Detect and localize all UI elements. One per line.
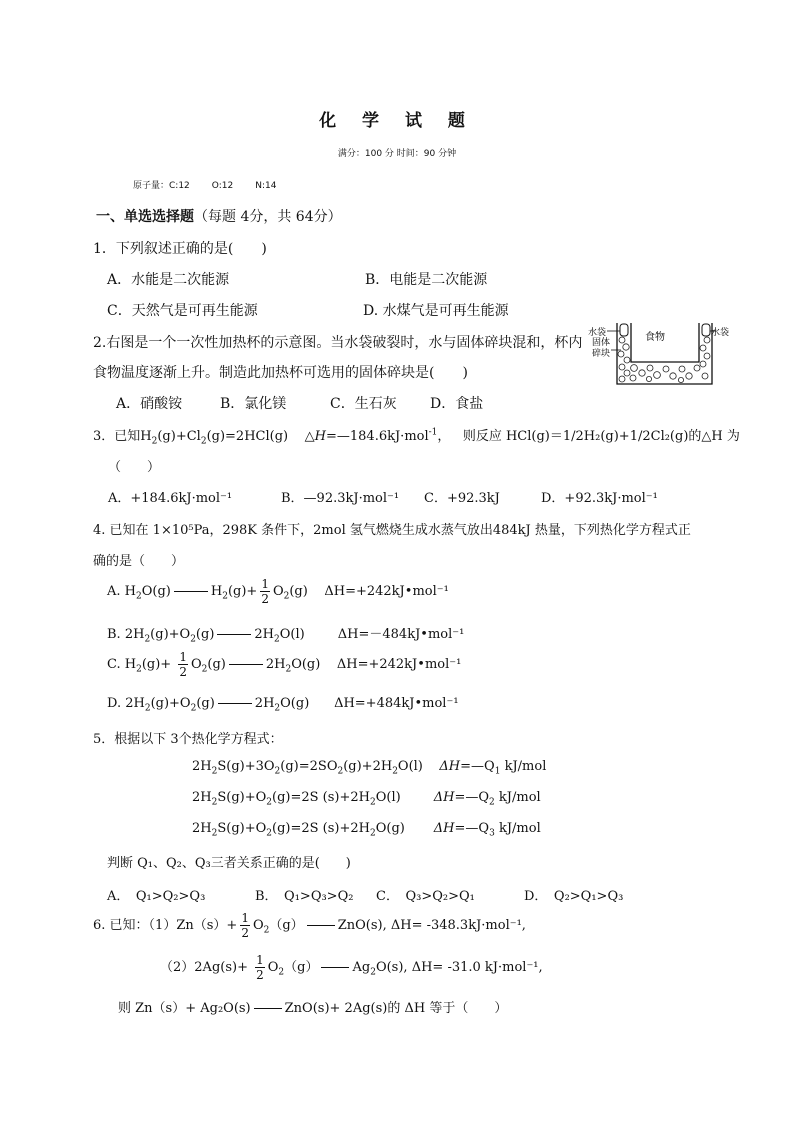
q2-option-b: B．氯化镁 xyxy=(220,396,287,412)
figure-label-left-bag: 水袋 xyxy=(588,328,607,338)
q3-option-a: A．+184.6kJ·mol⁻¹ xyxy=(108,491,233,506)
q6-r1-dh: ΔH= -348.3kJ·mol⁻¹, xyxy=(390,918,526,933)
atomic-mass-label: 原子量： xyxy=(133,181,170,191)
q4-option-a-dh: ΔH=+242kJ•mol⁻¹ xyxy=(324,584,449,599)
q5-option-b: B． Q₁>Q₃>Q₂ xyxy=(255,889,354,904)
section-title: 一、单选选择题 xyxy=(96,209,194,225)
q5-option-c: C． Q₃>Q₂>Q₁ xyxy=(376,889,475,904)
q4-option-a-label: A. xyxy=(107,584,121,599)
q3-bracket: （ ） xyxy=(108,460,161,475)
q3-option-d: D．+92.3kJ·mol⁻¹ xyxy=(541,491,658,506)
q5-option-d: D． Q₂>Q₁>Q₃ xyxy=(524,889,624,904)
q4-option-b: B. $2H_2(g)+O_2(g)$ $2H_2O(l)$ ΔH=－484kJ•mol⁻¹ xyxy=(107,627,465,645)
q4-option-d-label: D. xyxy=(107,696,122,711)
atomic-mass-c: C:12 xyxy=(169,181,190,191)
q5-eq1: $2H_2S(g)+3O_2(g)=2SO_2(g)+2H_2O(l)$ $\Delta H=—Q_1$ kJ/mol xyxy=(192,759,547,777)
q5-eq3: $2H_2S(g)+O_2(g)=2S$ $(s)+2H_2O(g)$ $\Delta H=—Q_3$ kJ/mol xyxy=(192,821,541,839)
q6-ask-post: ZnO(s)+ 2Ag(s)的 ΔH 等于（ ） xyxy=(284,1001,508,1016)
figure-label-food: 食物 xyxy=(645,332,665,343)
page-title: 化 学 试 题 xyxy=(319,111,475,131)
q4-option-c: C. $H_2(g)+$ $\frac{1}{2}$ $O_2(g)$ $2H_2O(g)$ ΔH=+242kJ•mol⁻¹ xyxy=(107,650,462,679)
q4-option-b-dh: ΔH=－484kJ•mol⁻¹ xyxy=(337,627,465,642)
q6-reaction-1: 6. 已知：（1）Zn（s）+ $\frac{1}{2}$ $O_2(g)$ ZnO(s), ΔH= -348.3kJ·mol⁻¹, xyxy=(93,911,526,940)
q4-option-d: D. $2H_2(g)+O_2(g)$ $2H_2O(g)$ ΔH=+484kJ•mol⁻¹ xyxy=(107,696,459,714)
atomic-mass-o: O:12 xyxy=(211,181,234,191)
exam-info: 满分：100 分 时间：90 分钟 xyxy=(337,149,457,159)
q2-stem-line1: 2.右图是一个一次性加热杯的示意图。当水袋破裂时，水与固体碎块混和，杯内 xyxy=(93,335,583,351)
atomic-masses xyxy=(133,178,298,191)
atomic-mass-n: N:14 xyxy=(255,181,277,191)
figure-label-right-bag: 水袋 xyxy=(711,328,730,338)
q3-option-c: C．+92.3kJ xyxy=(424,491,500,506)
q4-option-d-dh: ΔH=+484kJ•mol⁻¹ xyxy=(334,696,459,711)
q5-judge: 判断 Q₁、Q₂、Q₃三者关系正确的是( ) xyxy=(107,856,351,871)
figure-label-solid: 固体 xyxy=(592,338,611,348)
q2-option-d: D．食盐 xyxy=(430,396,484,412)
q1-stem: 1．下列叙述正确的是( ) xyxy=(93,241,267,257)
heating-cup-figure xyxy=(587,318,730,388)
q6-stem: 6. 已知： xyxy=(93,918,149,933)
q6-r2-dh: ΔH= -31.0 kJ·mol⁻¹, xyxy=(411,960,543,975)
q4-option-c-label: C. xyxy=(107,657,121,672)
q1-option-c: C．天然气是可再生能源 xyxy=(107,303,258,319)
figure-label-rubble: 碎块 xyxy=(592,349,611,359)
q3-option-b: B．—92.3kJ·mol⁻¹ xyxy=(281,491,400,506)
q3-stem: 3．已知$H_2(g)+Cl_2(g)=2HCl(g)$ △H=—184.6kJ·mol$^{-1}$， 则反应 HCl(g)＝1/2H₂(g)+1/2Cl₂(g)的△H 为 xyxy=(93,427,740,447)
q5-option-a: A． Q₁>Q₂>Q₃ xyxy=(107,889,206,904)
q1-option-d: D. 水煤气是可再生能源 xyxy=(363,303,509,319)
q4-stem-line2: 确的是（ ） xyxy=(93,554,185,569)
q5-stem: 5．根据以下 3个热化学方程式： xyxy=(93,732,283,747)
q6-reaction-2: （2）2Ag(s)+ $\frac{1}{2}$ $O_2(g)$ $Ag_2O(s)$, ΔH= -31.0 kJ·mol⁻¹, xyxy=(160,953,543,982)
q6-question xyxy=(118,997,507,1016)
q5-eq2: $2H_2S(g)+O_2(g)=2S$ $(s)+2H_2O(l)$ $\Delta H=—Q_2$ kJ/mol xyxy=(192,790,541,808)
q6-ask-pre: 则 Zn（s）+ Ag₂O(s) xyxy=(118,1001,251,1016)
q6-r1-num: （1） xyxy=(148,918,177,933)
q4-stem-line1: 4. 已知在 1×10⁵Pa，298K 条件下，2mol 氢气燃烧生成水蒸气放出484kJ 热量，下列热化学方程式正 xyxy=(93,523,691,538)
q1-option-b: B．电能是二次能源 xyxy=(365,272,488,288)
q3-stem-post: 则反应 HCl(g)＝1/2H₂(g)+1/2Cl₂(g)的△H 为 xyxy=(462,429,740,444)
section-heading xyxy=(96,206,342,226)
q1-option-a: A．水能是二次能源 xyxy=(107,272,230,288)
q3-stem-pre: 3．已知 xyxy=(93,429,141,444)
q4-option-b-label: B. xyxy=(107,627,121,642)
q2-option-c: C．生石灰 xyxy=(330,396,397,412)
q2-stem-line2: 食物温度逐渐上升。制造此加热杯可选用的固体碎块是( ) xyxy=(93,365,468,381)
q6-r2-num: （2） xyxy=(160,960,195,975)
q2-option-a: A．硝酸铵 xyxy=(116,396,183,412)
q4-option-c-dh: ΔH=+242kJ•mol⁻¹ xyxy=(336,657,462,672)
q4-option-a: A. $H_2O(g)$ $H_2(g)+$ $\frac{1}{2}$ $O_2(g)$ ΔH=+242kJ•mol⁻¹ xyxy=(107,577,449,606)
section-note: （每题 4分，共 64分） xyxy=(194,209,342,225)
